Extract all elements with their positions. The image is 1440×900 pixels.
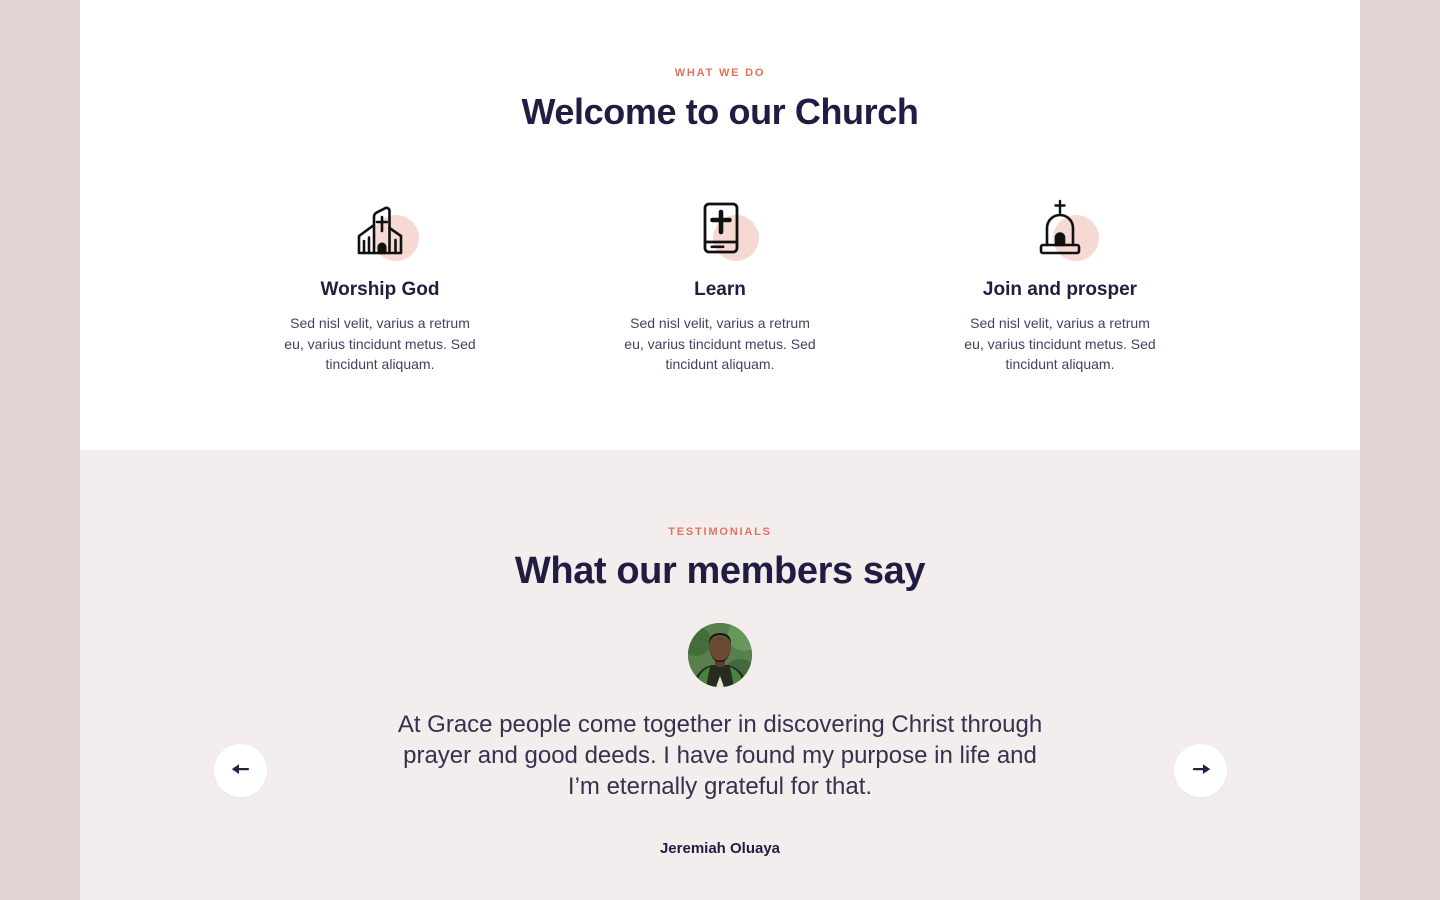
testimonial-author: Jeremiah Oluaya: [659, 840, 781, 857]
member-avatar: [688, 623, 752, 687]
feature-card-title: Learn: [694, 279, 746, 300]
testimonials-section: [80, 450, 1360, 900]
what-we-do-eyebrow: WHAT WE DO: [674, 67, 766, 79]
feature-card-body: Sed nisl velit, varius a retrum eu, varius tincidunt metus. Sed tincidunt aliquam.: [964, 315, 1156, 372]
what-we-do-section: [80, 0, 1360, 450]
next-testimonial-button[interactable]: [1174, 744, 1227, 797]
feature-card-join: [929, 195, 1191, 375]
what-we-do-title: Welcome to our Church: [521, 91, 919, 132]
testimonials-title: What our members say: [514, 550, 926, 592]
testimonials-eyebrow: TESTIMONIALS: [668, 526, 772, 538]
feature-card-learn: [589, 195, 851, 375]
previous-testimonial-button[interactable]: [214, 744, 267, 797]
feature-card-title: Worship God: [320, 279, 440, 300]
arrow-left-icon: [231, 762, 251, 779]
feature-card-body: Sed nisl velit, varius a retrum eu, varius tincidunt metus. Sed tincidunt aliquam.: [624, 315, 816, 372]
feature-card-body: Sed nisl velit, varius a retrum eu, varius tincidunt metus. Sed tincidunt aliquam.: [284, 315, 476, 372]
feature-cards: [249, 195, 1191, 375]
bible-icon: [689, 195, 751, 261]
page-frame: [80, 0, 1360, 900]
arrow-right-icon: [1191, 762, 1211, 779]
church-icon: [349, 195, 411, 261]
feature-card-worship: [249, 195, 511, 375]
testimonial-quote: At Grace people come together in discovering Christ through prayer and good deeds. I have found my purpose in life and I’m eternally grateful for that.: [397, 711, 1043, 800]
feature-card-title: Join and prosper: [982, 279, 1138, 300]
chapel-icon: [1029, 195, 1091, 261]
